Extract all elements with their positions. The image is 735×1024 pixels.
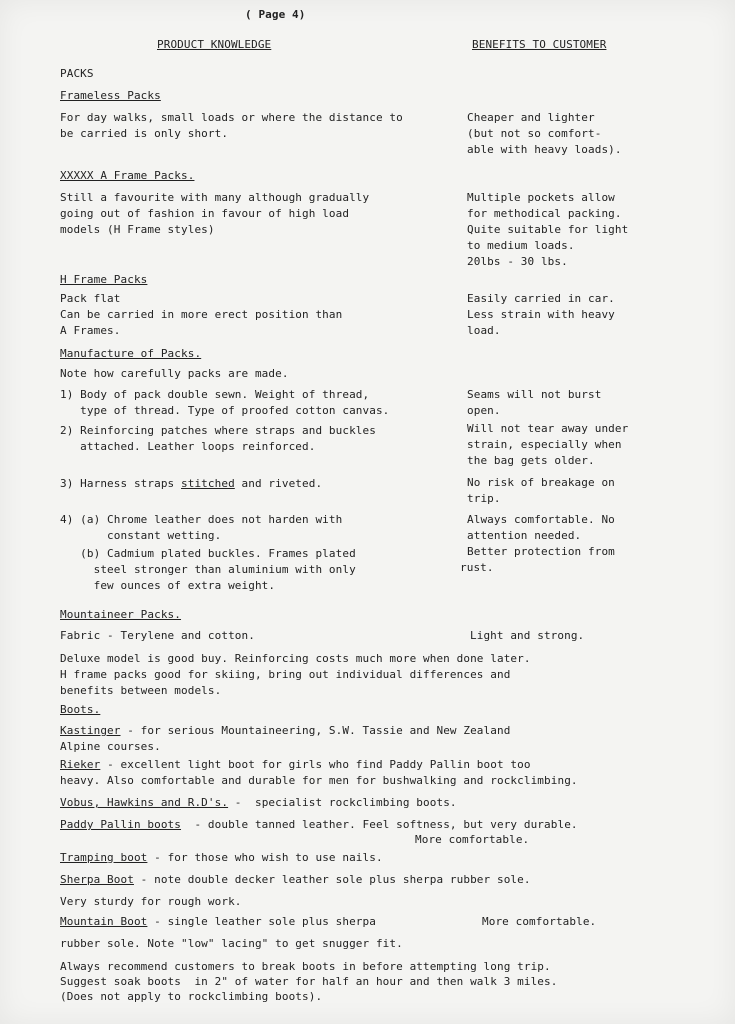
aframe-heading: XXXXX A Frame Packs.	[60, 169, 195, 182]
mountaineer-body-1: Deluxe model is good buy. Reinforcing costs much more when done later.	[60, 652, 531, 665]
mountaineer-heading: Mountaineer Packs.	[60, 608, 182, 621]
boots-paddy-benefit: More comfortable.	[415, 833, 530, 846]
manufacture-benefit2-3: the bag gets older.	[467, 454, 595, 467]
manufacture-item4a-1: 4) (a) Chrome leather does not harden with	[60, 513, 343, 526]
boots-vobus-text: - specialist rockclimbing boots.	[228, 796, 457, 809]
boots-rieker-1	[60, 757, 531, 773]
boots-mountain-2: rubber sole. Note "low" lacing" to get snugger fit.	[60, 937, 403, 950]
boots-rieker-text: - excellent light boot for girls who find Paddy Pallin boot too	[100, 758, 531, 771]
frameless-benefit-2: (but not so comfort-	[467, 127, 602, 140]
aframe-benefit-3: Quite suitable for light	[467, 223, 629, 236]
boots-vobus	[60, 795, 457, 811]
manufacture-benefit1-1: Seams will not burst	[467, 388, 602, 401]
boots-heading: Boots.	[60, 703, 101, 716]
boots-advice-1: Always recommend customers to break boots in before attempting long trip.	[60, 960, 551, 973]
header-product-knowledge: PRODUCT KNOWLEDGE	[157, 38, 272, 51]
boots-advice-2: Suggest soak boots in 2" of water for half an hour and then walk 3 miles.	[60, 975, 558, 988]
manufacture-item4a-2: constant wetting.	[60, 529, 222, 542]
boots-vobus-name: Vobus, Hawkins and R.D's.	[60, 796, 229, 809]
manufacture-benefit1-2: open.	[467, 404, 501, 417]
frameless-heading: Frameless Packs	[60, 89, 161, 102]
boots-tramping-name: Tramping boot	[60, 851, 148, 864]
boots-kastinger-1	[60, 723, 510, 739]
boots-sherpa-name: Sherpa Boot	[60, 873, 134, 886]
frameless-benefit-3: able with heavy loads).	[467, 143, 622, 156]
boots-rieker-2: heavy. Also comfortable and durable for men for bushwalking and rockclimbing.	[60, 774, 578, 787]
manufacture-benefit2-2: strain, especially when	[467, 438, 622, 451]
manufacture-benefit4b-1: Better protection from	[467, 545, 615, 558]
boots-mountain-text: - single leather sole plus sherpa	[147, 915, 376, 928]
manufacture-item3-pre: 3) Harness straps	[60, 477, 182, 490]
manufacture-item3-post: and riveted.	[234, 477, 323, 490]
boots-sherpa	[60, 872, 531, 888]
mountaineer-fabric: Fabric - Terylene and cotton.	[60, 629, 255, 642]
boots-paddy	[60, 817, 578, 833]
hframe-benefit-1: Easily carried in car.	[467, 292, 615, 305]
hframe-benefit-2: Less strain with heavy	[467, 308, 615, 321]
manufacture-benefit4a-1: Always comfortable. No	[467, 513, 615, 526]
manufacture-intro: Note how carefully packs are made.	[60, 367, 289, 380]
boots-kastinger-text: - for serious Mountaineering, S.W. Tassie and New Zealand	[120, 724, 511, 737]
boots-tramping-text: - for those who wish to use nails.	[147, 851, 383, 864]
section-packs: PACKS	[60, 67, 94, 80]
mountaineer-body-2: H frame packs good for skiing, bring out individual differences and	[60, 668, 511, 681]
mountaineer-fabric-benefit: Light and strong.	[470, 629, 585, 642]
hframe-body-3: A Frames.	[60, 324, 121, 337]
boots-advice-3: (Does not apply to rockclimbing boots).	[60, 990, 323, 1003]
boots-kastinger-name: Kastinger	[60, 724, 121, 737]
manufacture-benefit4a-2: attention needed.	[467, 529, 582, 542]
manufacture-benefit4b-2: rust.	[460, 561, 494, 574]
aframe-benefit-1: Multiple pockets allow	[467, 191, 615, 204]
manufacture-heading: Manufacture of Packs.	[60, 347, 202, 360]
header-benefits: BENEFITS TO CUSTOMER	[472, 38, 607, 51]
manufacture-item2-2: attached. Leather loops reinforced.	[60, 440, 316, 453]
frameless-body-2: be carried is only short.	[60, 127, 229, 140]
manufacture-item2-1: 2) Reinforcing patches where straps and buckles	[60, 424, 376, 437]
manufacture-benefit2-1: Will not tear away under	[467, 422, 629, 435]
boots-rieker-name: Rieker	[60, 758, 101, 771]
manufacture-item4b-1: (b) Cadmium plated buckles. Frames plated	[60, 547, 356, 560]
manufacture-benefit3-2: trip.	[467, 492, 501, 505]
manufacture-benefit3-1: No risk of breakage on	[467, 476, 615, 489]
boots-tramping	[60, 850, 383, 866]
manufacture-item4b-3: few ounces of extra weight.	[60, 579, 276, 592]
page-number: ( Page 4)	[245, 8, 306, 21]
manufacture-item1-1: 1) Body of pack double sewn. Weight of thread,	[60, 388, 370, 401]
frameless-body-1: For day walks, small loads or where the distance to	[60, 111, 403, 124]
aframe-benefit-2: for methodical packing.	[467, 207, 622, 220]
aframe-body-1: Still a favourite with many although gradually	[60, 191, 370, 204]
hframe-benefit-3: load.	[467, 324, 501, 337]
boots-kastinger-2: Alpine courses.	[60, 740, 161, 753]
boots-sherpa-2: Very sturdy for rough work.	[60, 895, 242, 908]
boots-paddy-name: Paddy Pallin boots	[60, 818, 182, 831]
aframe-body-3: models (H Frame styles)	[60, 223, 215, 236]
boots-sherpa-text: - note double decker leather sole plus sherpa rubber sole.	[133, 873, 531, 886]
hframe-body-1: Pack flat	[60, 292, 121, 305]
boots-mountain	[60, 914, 376, 930]
frameless-benefit-1: Cheaper and lighter	[467, 111, 595, 124]
hframe-heading: H Frame Packs	[60, 273, 148, 286]
manufacture-item4b-2: steel stronger than aluminium with only	[60, 563, 356, 576]
manufacture-item3-emphasis: stitched	[181, 477, 235, 490]
boots-paddy-text: - double tanned leather. Feel softness, but very durable.	[181, 818, 578, 831]
mountaineer-body-3: benefits between models.	[60, 684, 222, 697]
aframe-body-2: going out of fashion in favour of high load	[60, 207, 350, 220]
manufacture-item3	[60, 476, 322, 492]
hframe-body-2: Can be carried in more erect position than	[60, 308, 343, 321]
manufacture-item1-2: type of thread. Type of proofed cotton canvas.	[60, 404, 390, 417]
aframe-benefit-4: to medium loads.	[467, 239, 575, 252]
boots-mountain-benefit: More comfortable.	[482, 915, 597, 928]
boots-mountain-name: Mountain Boot	[60, 915, 148, 928]
aframe-benefit-5: 20lbs - 30 lbs.	[467, 255, 568, 268]
